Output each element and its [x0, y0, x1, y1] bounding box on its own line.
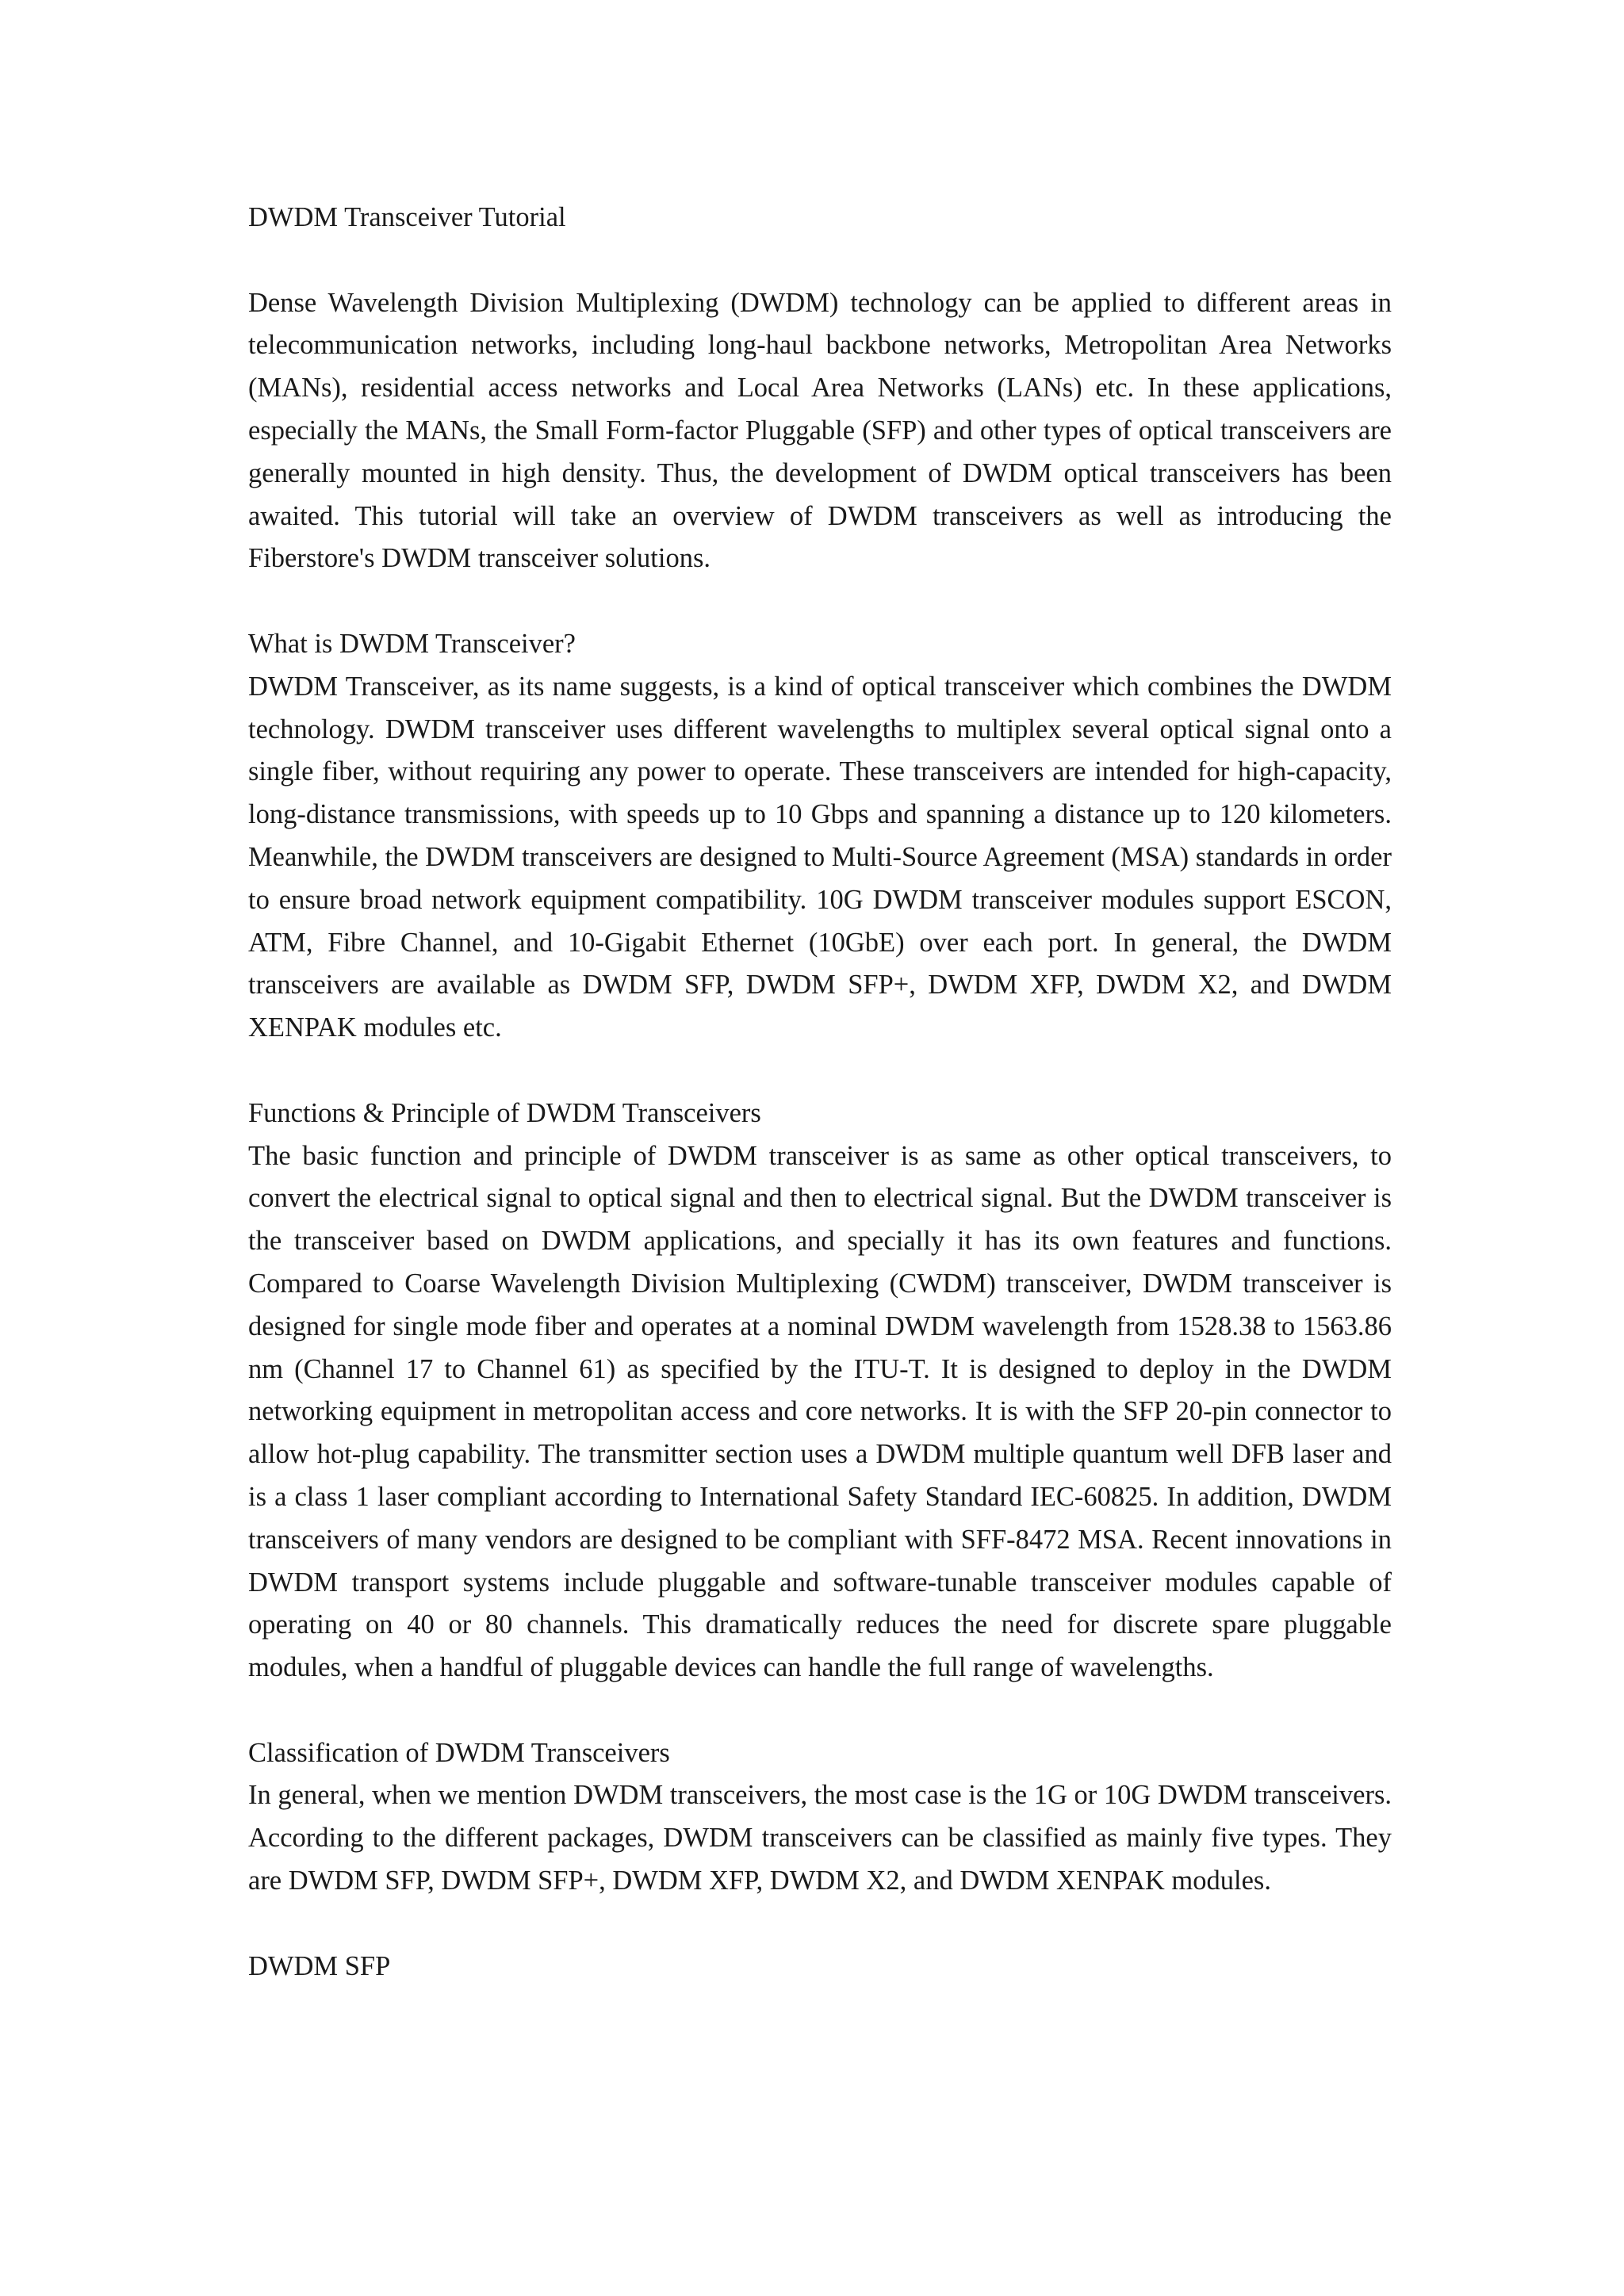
section-classification [248, 1732, 1392, 1903]
section-dwdm-sfp [248, 1946, 1392, 1988]
section-heading: Functions & Principle of DWDM Transceivers [248, 1097, 761, 1128]
document-title: DWDM Transceiver Tutorial [248, 202, 566, 232]
section-heading: What is DWDM Transceiver? [248, 628, 576, 659]
intro-paragraph: Dense Wavelength Division Multiplexing (DWDM) technology can be applied to different areas in telecommunication networks, including long-haul backbone networks, Metropolitan Area Networks (MANs), residential access networks and Local Area Networks (LANs) etc. In these applications, especially the MANs, the Small Form-factor Pluggable (SFP) and other types of optical transceivers are generally mounted in high density. Thus, the development of DWDM optical transceivers has been awaited. This tutorial will take an overview of DWDM transceivers as well as introducing the Fiberstore's DWDM transceiver solutions. [248, 287, 1392, 574]
document-content [248, 197, 1392, 1988]
section-paragraph: The basic function and principle of DWDM transceiver is as same as other optical transceivers, to convert the electrical signal to optical signal and then to electrical signal. But the DWDM transceiver is the transceiver based on DWDM applications, and specially it has its own features and functions. Compared to Coarse Wavelength Division Multiplexing (CWDM) transceiver, DWDM transceiver is designed for single mode fiber and operates at a nominal DWDM wavelength from 1528.38 to 1563.86 nm (Channel 17 to Channel 61) as specified by the ITU-T. It is designed to deploy in the DWDM networking equipment in metropolitan access and core networks. It is with the SFP 20-pin connector to allow hot-plug capability. The transmitter section uses a DWDM multiple quantum well DFB laser and is a class 1 laser compliant according to International Safety Standard IEC-60825. In addition, DWDM transceivers of many vendors are designed to be compliant with SFF-8472 MSA. Recent innovations in DWDM transport systems include pluggable and software-tunable transceiver modules capable of operating on 40 or 80 channels. This dramatically reduces the need for discrete spare pluggable modules, when a handful of pluggable devices can handle the full range of wavelengths. [248, 1140, 1392, 1683]
section-paragraph: In general, when we mention DWDM transceivers, the most case is the 1G or 10G DWDM transceivers. According to the different packages, DWDM transceivers can be classified as mainly five types. They are DWDM SFP, DWDM SFP+, DWDM XFP, DWDM X2, and DWDM XENPAK modules. [248, 1780, 1392, 1896]
section-what-is-dwdm-transceiver [248, 623, 1392, 1050]
section-functions-principle [248, 1093, 1392, 1689]
section-paragraph: DWDM Transceiver, as its name suggests, is a kind of optical transceiver which combines the DWDM technology. DWDM transceiver uses different wavelengths to multiplex several optical signal onto a single fiber, without requiring any power to operate. These transceivers are intended for high-capacity, long-distance transmissions, with speeds up to 10 Gbps and spanning a distance up to 120 kilometers. Meanwhile, the DWDM transceivers are designed to Multi-Source Agreement (MSA) standards in order to ensure broad network equipment compatibility. 10G DWDM transceiver modules support ESCON, ATM, Fibre Channel, and 10-Gigabit Ethernet (10GbE) over each port. In general, the DWDM transceivers are available as DWDM SFP, DWDM SFP+, DWDM XFP, DWDM X2, and DWDM XENPAK modules etc. [248, 671, 1392, 1043]
section-heading: DWDM SFP [248, 1950, 391, 1981]
section-heading: Classification of DWDM Transceivers [248, 1737, 670, 1768]
